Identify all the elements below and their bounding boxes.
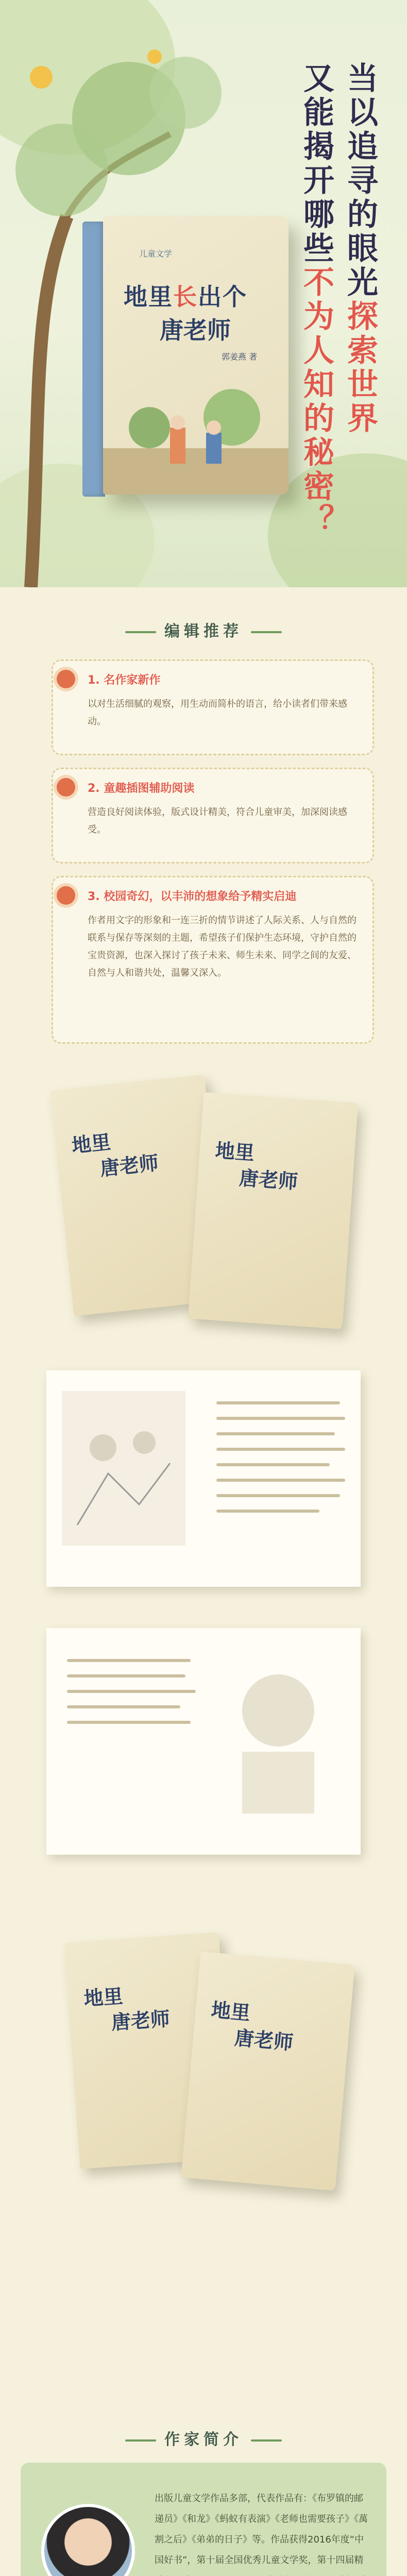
page-spread-preview [46, 1628, 361, 1855]
book-title-mini: 唐老师 [238, 1166, 299, 1194]
book-title-mini: 唐老师 [98, 1150, 160, 1180]
cover-illustration [103, 371, 289, 495]
book-title-mini: 唐老师 [110, 2007, 171, 2034]
hero-slogan-line1: 当以追寻的眼光探索世界 [342, 62, 378, 436]
book-cover-preview [188, 1092, 358, 1329]
book-title-mini: 地里 [210, 1998, 251, 2025]
book-title-mini: 唐老师 [233, 2026, 294, 2054]
book-title-mini: 地里 [214, 1138, 256, 1165]
preview-section [0, 1061, 407, 2401]
author-bio: 出版儿童文学作品多部，代表作品有：《布罗镇的邮递员》《和龙》《蚂蚁有表演》《老师也需要孩子》《萬割之后》《弟弟的日子》等。作品获得2016年度“中国好书”，第十届全国优秀儿童文学奖，第十四届精 [155, 2493, 368, 2566]
book-cover-3d [82, 216, 289, 505]
book-author: 郭姜燕 著 [222, 352, 258, 362]
book-title-line2: 唐老师 [160, 316, 231, 344]
recommend-point-body: 营造良好阅读体验，版式设计精美，符合儿童审美，加深阅读感受。 [88, 807, 347, 835]
section-title: 编辑推荐 [0, 618, 407, 641]
book-title-mini: 地里 [83, 1984, 124, 2010]
pin-icon [57, 778, 75, 796]
section-title: 作家简介 [0, 2427, 407, 2449]
page-illustration [46, 1370, 201, 1587]
recommend-point-title: 1. 名作家新作 [88, 674, 161, 687]
page-spread-preview [46, 1370, 361, 1587]
book-spine [82, 222, 105, 497]
hero-banner [0, 0, 407, 587]
recommend-point-body: 以对生活细腻的观察，用生动而简朴的语言，给小读者们带来感动。 [88, 699, 347, 727]
page-illustration [211, 1649, 345, 1834]
hero-slogan-line2: 又能揭开哪些不为人知的秘密？ [298, 62, 334, 538]
recommend-point-title: 2. 童趣插图辅助阅读 [88, 782, 195, 795]
book-cover-preview [181, 1952, 354, 2191]
editor-recommendation-section [0, 587, 407, 1061]
recommend-point-title: 3. 校园奇幻，以丰沛的想象给予精实启迪 [88, 890, 297, 903]
book-series-label: 儿童文学 [139, 249, 173, 259]
book-title-line1: 地里长出个 [124, 283, 247, 311]
pin-icon [57, 670, 75, 688]
recommend-point-body: 作者用文字的形象和一连三折的情节讲述了人际关系、人与自然的联系与保存等深刻的主题，希望孩子们保护生态环境，守护自然的宝贵资源，也深入探讨了孩子未来、师生未来、同学之间的友爱、自然与人和谐共处，温馨又深入。 [88, 915, 357, 978]
pin-icon [57, 886, 75, 905]
author-section [0, 2401, 407, 2576]
book-title-mini: 地里 [70, 1130, 112, 1158]
book-cover [103, 216, 289, 495]
